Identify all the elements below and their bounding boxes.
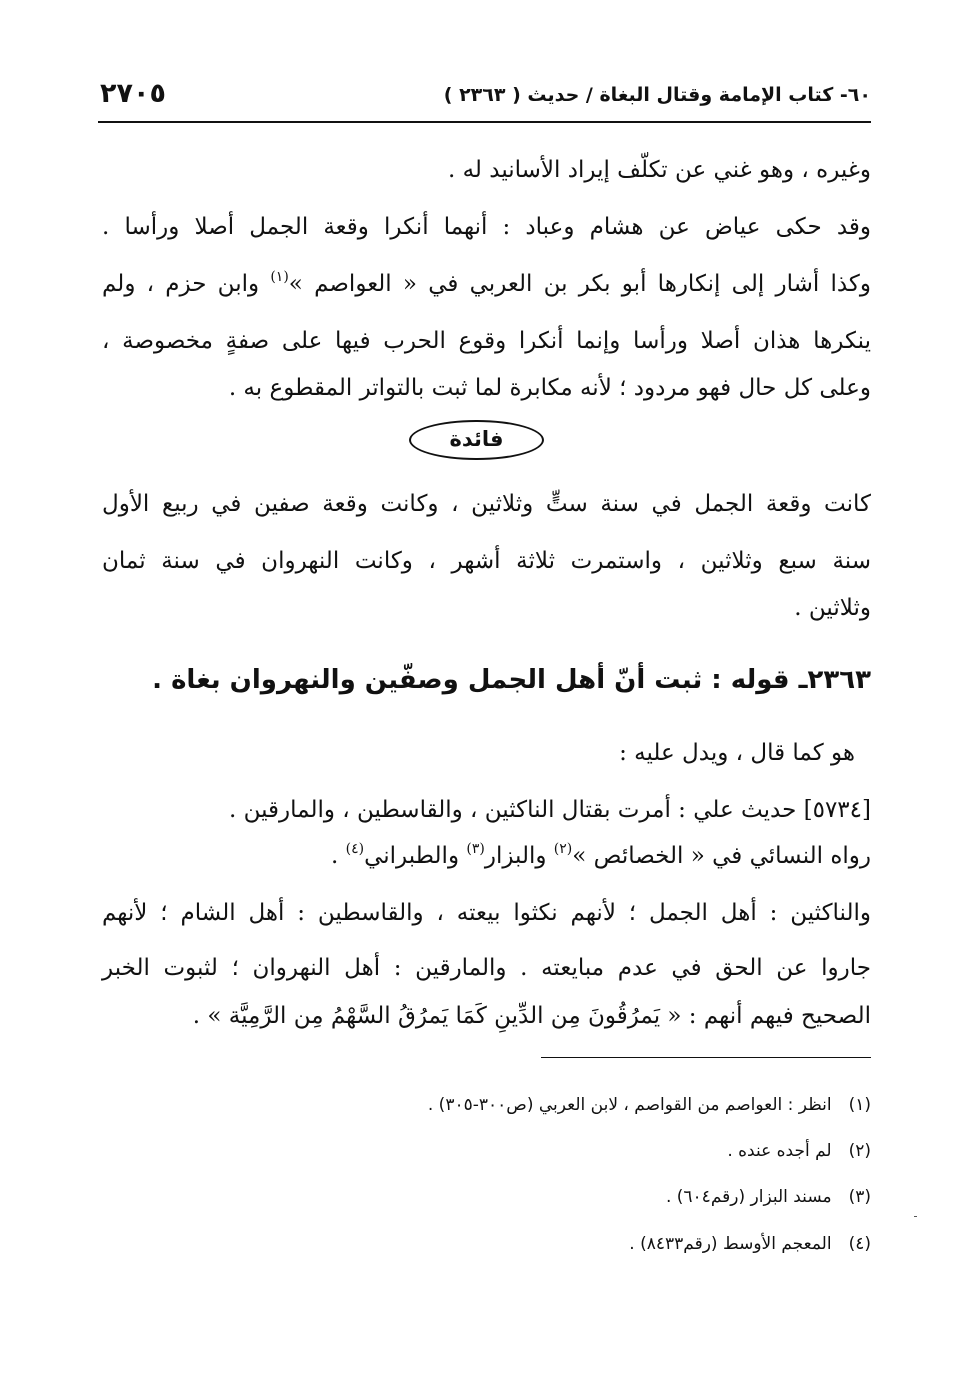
faida-line: وثلاثين . [794,595,871,621]
footnote-number: (١) [848,1095,871,1115]
footnote-text: مسند البزار (رقم٦٠٤) . [665,1187,832,1207]
paragraph-line: وغيره ، وهو غني عن تكلّف إيراد الأسانيد له . [447,157,871,183]
section-intro: هو كما قال ، ويدل عليه : [619,740,855,766]
paragraph-line: وقد حكى عياض عن هشام وعباد : أنهما أنكرا وقعة الجمل أصلا ورأسا . [102,214,871,240]
footnote-ref: (٣) [466,841,485,857]
footnote-ref: (١) [270,269,289,285]
footnote-text: المعجم الأوسط (رقم٨٤٣٣) . [629,1234,832,1254]
explanation-line: جاروا عن الحق في عدم مبايعته . والمارقين : أهل النهروان ؛ لثبوت الخبر [102,955,871,981]
faida-line: كانت وقعة الجمل في سنة ستٍّ وثلاثين ، وكانت وقعة صفين في ربيع الأول [102,491,871,517]
text-span: والطبراني [364,843,467,869]
footnote [102,1136,871,1166]
hadith-line: [٥٧٣٤] حديث علي : أمرت بقتال الناكثين ، والقاسطين ، والمارقين . [228,797,871,823]
footnote-number: (٢) [848,1141,871,1161]
explanation-line: والناكثين : أهل الجمل ؛ لأنهم نكثوا بيعته ، والقاسطين : أهل الشام ؛ لأنهم [102,900,871,926]
footnote-rule [541,1057,871,1058]
narration-line [102,836,871,876]
text-span: وابن حزم ، ولم [102,271,271,297]
footnote-ref: (٢) [553,841,573,857]
footnote [102,1229,871,1259]
text-span: . [331,843,346,869]
footnote-number: (٣) [848,1187,871,1207]
explanation-line: الصحيح فيهم أنهم : « يَمرُقُونَ مِن الدِّينِ كَمَا يَمرُقُ السَّهْمُ مِن الرَّمِيَّة » . [192,1003,871,1029]
footnote-number: (٤) [848,1234,871,1254]
page-number: ٢٧٠٥ [100,78,166,109]
faida-line: سنة سبع وثلاثين ، واستمرت ثلاثة أشهر ، وكانت النهروان في سنة ثمان [102,548,871,574]
footnote-text: انظر : العواصم من القواصم ، لابن العربي (ص٣٠٠-٣٠٥) . [427,1095,832,1115]
footnote-ref: (٤) [345,841,365,857]
section-heading: ٢٣٦٣ـ قوله : ثبت أنّ أهل الجمل وصفّين والنهروان بغاة . [152,665,871,695]
header-rule [98,121,871,123]
footnote-text: لم أجده عنده . [727,1141,832,1161]
paragraph-line: وعلى كل حال فهو مردود ؛ لأنه مكابرة لما ثبت بالتواتر المقطوع به . [228,375,871,401]
running-head [100,78,871,118]
text-span: والبزار [484,843,554,869]
faida-badge-wrap [0,420,953,460]
paragraph-line [102,264,871,304]
text-span: رواه النسائي في « الخصائص » [572,843,871,869]
running-title: ٦٠- كتاب الإمامة وقتال البغاة / حديث ( ٢٣٦٣ ) [443,84,871,106]
paragraph-line: ينكرها هذان أصلا ورأسا وإنما أنكرا وقوع الحرب فيها على صفةٍ مخصوصة ، [102,328,871,354]
footnote [102,1182,871,1212]
footnote [102,1090,871,1120]
scan-speck [914,1216,917,1217]
text-span: وكذا أشار إلى إنكارها أبو بكر بن العربي في « العواصم » [288,271,871,297]
faida-badge: فائدة [409,420,543,460]
